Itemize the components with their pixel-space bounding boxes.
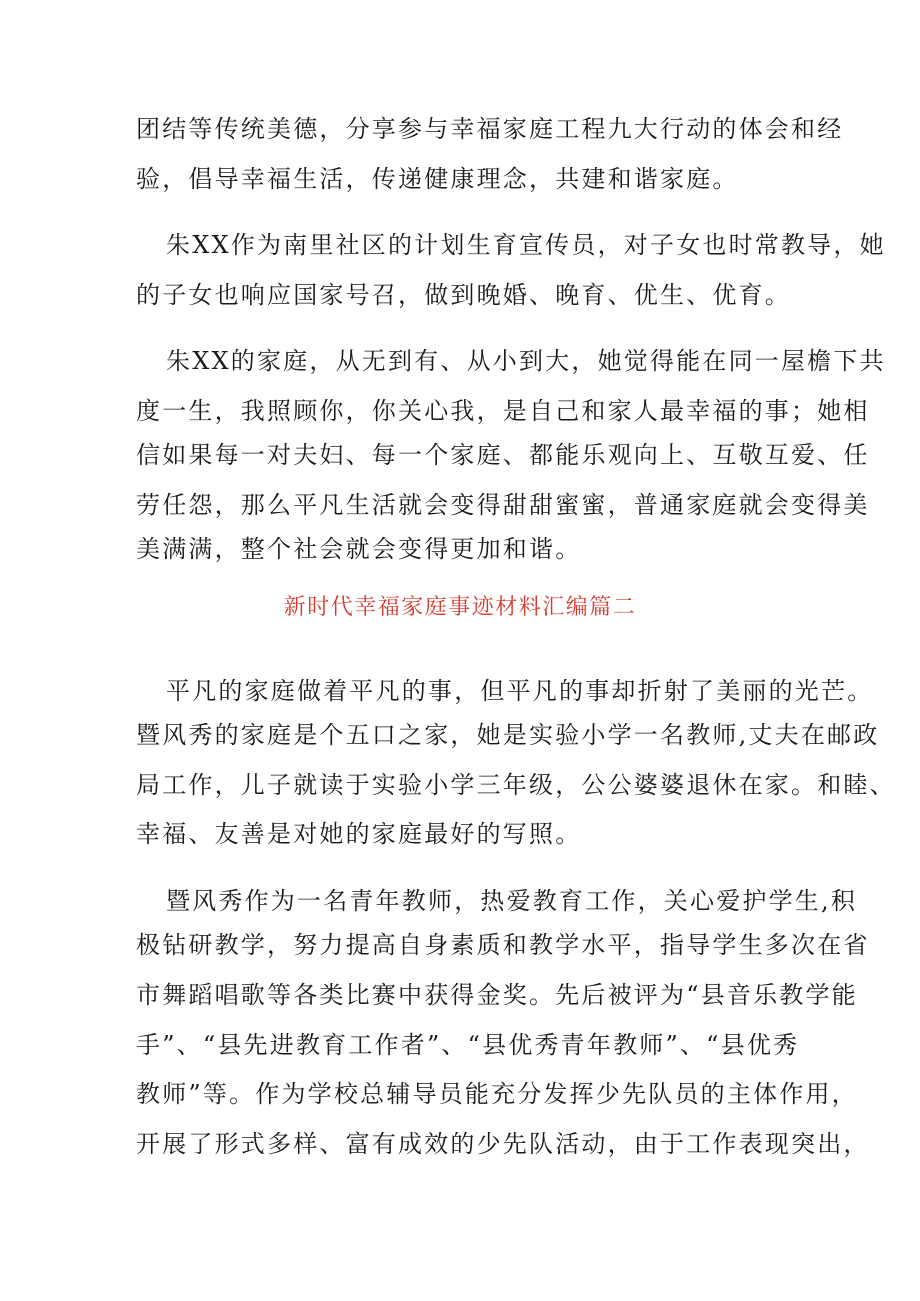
paragraph-3-line-4: 劳任怨，那么平凡生活就会变得甜甜蜜蜜，普通家庭就会变得美 xyxy=(136,491,870,519)
paragraph-1-line-1: 团结等传统美德，分享参与幸福家庭工程九大行动的体会和经 xyxy=(136,115,844,143)
paragraph-5-line-2: 极钻研教学，努力提高自身素质和教学水平，指导学生多次在省 xyxy=(136,931,870,959)
paragraph-4-line-1: 平凡的家庭做着平凡的事，但平凡的事却折射了美丽的光芒。 xyxy=(166,677,874,705)
paragraph-4-line-4: 幸福、友善是对她的家庭最好的写照。 xyxy=(136,820,582,848)
section-heading: 新时代幸福家庭事迹材料汇编篇二 xyxy=(283,595,637,620)
paragraph-4-line-2: 暨风秀的家庭是个五口之家，她是实验小学一名教师,丈夫在邮政 xyxy=(136,721,880,749)
paragraph-3-line-5: 美满满，整个社会就会变得更加和谐。 xyxy=(136,535,582,563)
paragraph-3-line-3: 信如果每一对夫妇、每一个家庭、都能乐观向上、互敬互爱、任 xyxy=(136,441,870,469)
paragraph-3-line-2: 度一生，我照顾你，你关心我，是自己和家人最幸福的事；她相 xyxy=(136,397,870,425)
paragraph-5-line-3: 市舞蹈唱歌等各类比赛中获得金奖。先后被评为“县音乐教学能 xyxy=(136,981,858,1009)
paragraph-5-line-5: 教师”等。作为学校总辅导员能充分发挥少先队员的主体作用， xyxy=(136,1080,858,1108)
paragraph-1-line-2: 验，倡导幸福生活，传递健康理念，共建和谐家庭。 xyxy=(136,165,739,193)
paragraph-2-line-2: 的子女也响应国家号召，做到晚婚、晚育、优生、优育。 xyxy=(136,281,791,309)
paragraph-5-line-1: 暨风秀作为一名青年教师，热爱教育工作，关心爱护学生,积 xyxy=(166,887,858,915)
paragraph-2-line-1: 朱XX作为南里社区的计划生育宣传员，对子女也时常教导，她 xyxy=(166,231,886,259)
paragraph-5-line-6: 开展了形式多样、富有成效的少先队活动，由于工作表现突出， xyxy=(136,1130,870,1158)
paragraph-4-line-3: 局工作，儿子就读于实验小学三年级，公公婆婆退休在家。和睦、 xyxy=(136,771,896,799)
paragraph-5-line-4: 手”、“县先进教育工作者”、“县优秀青年教师”、“县优秀 xyxy=(136,1031,800,1059)
paragraph-3-line-1: 朱XX的家庭，从无到有、从小到大，她觉得能在同一屋檐下共 xyxy=(166,347,886,375)
